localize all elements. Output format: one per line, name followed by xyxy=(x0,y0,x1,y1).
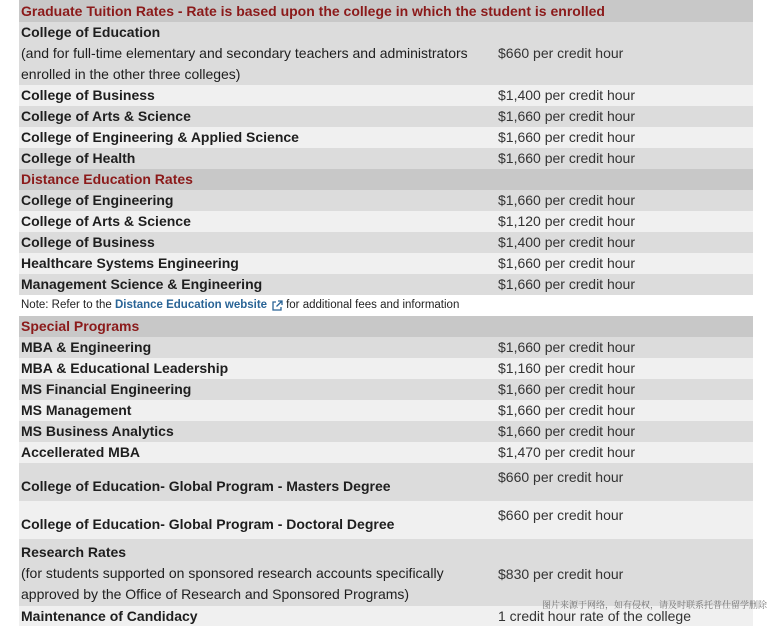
program-rate: $1,660 per credit hour xyxy=(498,192,635,208)
program-name: College of Engineering & Applied Science xyxy=(21,129,299,145)
program-rate: $1,660 per credit hour xyxy=(498,423,635,439)
table-row xyxy=(19,148,753,169)
program-rate: $1,660 per credit hour xyxy=(498,381,635,397)
graduate-header-text: Graduate Tuition Rates - Rate is based upon the college in which the student is enrolled xyxy=(21,2,605,19)
program-name: MS Financial Engineering xyxy=(21,381,192,397)
program-rate: $1,660 per credit hour xyxy=(498,255,635,271)
program-name: College of Business xyxy=(21,87,155,103)
table-row-research xyxy=(19,539,753,606)
program-name: Accellerated MBA xyxy=(21,444,141,460)
education-rate: $660 per credit hour xyxy=(498,45,624,61)
program-rate: $1,160 per credit hour xyxy=(498,360,635,376)
research-name-cell xyxy=(19,542,496,605)
distance-header xyxy=(19,169,753,190)
table-row xyxy=(19,421,753,442)
education-name-cell xyxy=(19,22,496,85)
program-rate: $1,660 per credit hour xyxy=(498,276,635,292)
special-header xyxy=(19,316,753,337)
table-row-global-doctoral xyxy=(19,501,753,539)
program-rate: $1,400 per credit hour xyxy=(498,87,635,103)
external-link-icon[interactable] xyxy=(271,300,283,312)
distance-header-text: Distance Education Rates xyxy=(21,171,193,187)
table-row xyxy=(19,358,753,379)
program-name: College of Education- Global Program - Doctoral Degree xyxy=(21,516,395,532)
program-rate: $1,120 per credit hour xyxy=(498,213,635,229)
note-suffix: for additional fees and information xyxy=(286,299,460,311)
education-name: College of Education xyxy=(21,24,161,40)
program-name: Healthcare Systems Engineering xyxy=(21,255,239,271)
program-name: Maintenance of Candidacy xyxy=(21,608,198,624)
program-rate: $1,660 per credit hour xyxy=(498,129,635,145)
research-note: (for students supported on sponsored research accounts specifically approved by the Office of Research and Sponsored Programs) xyxy=(21,565,444,602)
program-name: College of Engineering xyxy=(21,192,174,208)
graduate-header xyxy=(19,0,753,22)
research-name: Research Rates xyxy=(21,544,127,560)
table-row xyxy=(19,337,753,358)
program-name: MS Management xyxy=(21,402,132,418)
program-rate: $660 per credit hour xyxy=(498,469,624,485)
program-name: College of Education- Global Program - Masters Degree xyxy=(21,478,391,494)
program-rate: $1,470 per credit hour xyxy=(498,444,635,460)
program-name: MBA & Educational Leadership xyxy=(21,360,229,376)
program-name: College of Health xyxy=(21,150,136,166)
tuition-rates-table xyxy=(19,0,753,626)
table-row xyxy=(19,127,753,148)
program-name: College of Business xyxy=(21,234,155,250)
table-row xyxy=(19,190,753,211)
program-name: College of Arts & Science xyxy=(21,108,191,124)
table-row xyxy=(19,400,753,421)
research-rate: $830 per credit hour xyxy=(498,565,624,582)
program-rate: 1 credit hour rate of the college xyxy=(498,608,692,624)
table-row xyxy=(19,106,753,127)
table-row xyxy=(19,379,753,400)
education-note: (and for full-time elementary and secondary teachers and administrators enrolled in the other three colleges) xyxy=(21,45,468,82)
table-row-education xyxy=(19,22,753,85)
program-name: MBA & Engineering xyxy=(21,339,152,355)
program-name: MS Business Analytics xyxy=(21,423,174,439)
note-prefix: Note: Refer to the xyxy=(21,299,112,311)
program-rate: $1,400 per credit hour xyxy=(498,234,635,250)
table-row xyxy=(19,442,753,463)
table-row-global-masters xyxy=(19,463,753,501)
special-header-text: Special Programs xyxy=(21,318,140,334)
program-rate: $1,660 per credit hour xyxy=(498,108,635,124)
table-row xyxy=(19,211,753,232)
distance-note xyxy=(19,295,753,316)
table-row xyxy=(19,232,753,253)
distance-education-link[interactable]: Distance Education website xyxy=(114,299,268,311)
program-rate: $1,660 per credit hour xyxy=(498,339,635,355)
watermark-text: 图片来源于网络，如有侵权，请及时联系托普仕留学删除 xyxy=(541,601,767,611)
table-row xyxy=(19,253,753,274)
program-rate: $1,660 per credit hour xyxy=(498,150,635,166)
program-rate: $1,660 per credit hour xyxy=(498,402,635,418)
table-row xyxy=(19,85,753,106)
program-name: Management Science & Engineering xyxy=(21,276,263,292)
table-row xyxy=(19,274,753,295)
program-rate: $660 per credit hour xyxy=(498,507,624,523)
program-name: College of Arts & Science xyxy=(21,213,191,229)
